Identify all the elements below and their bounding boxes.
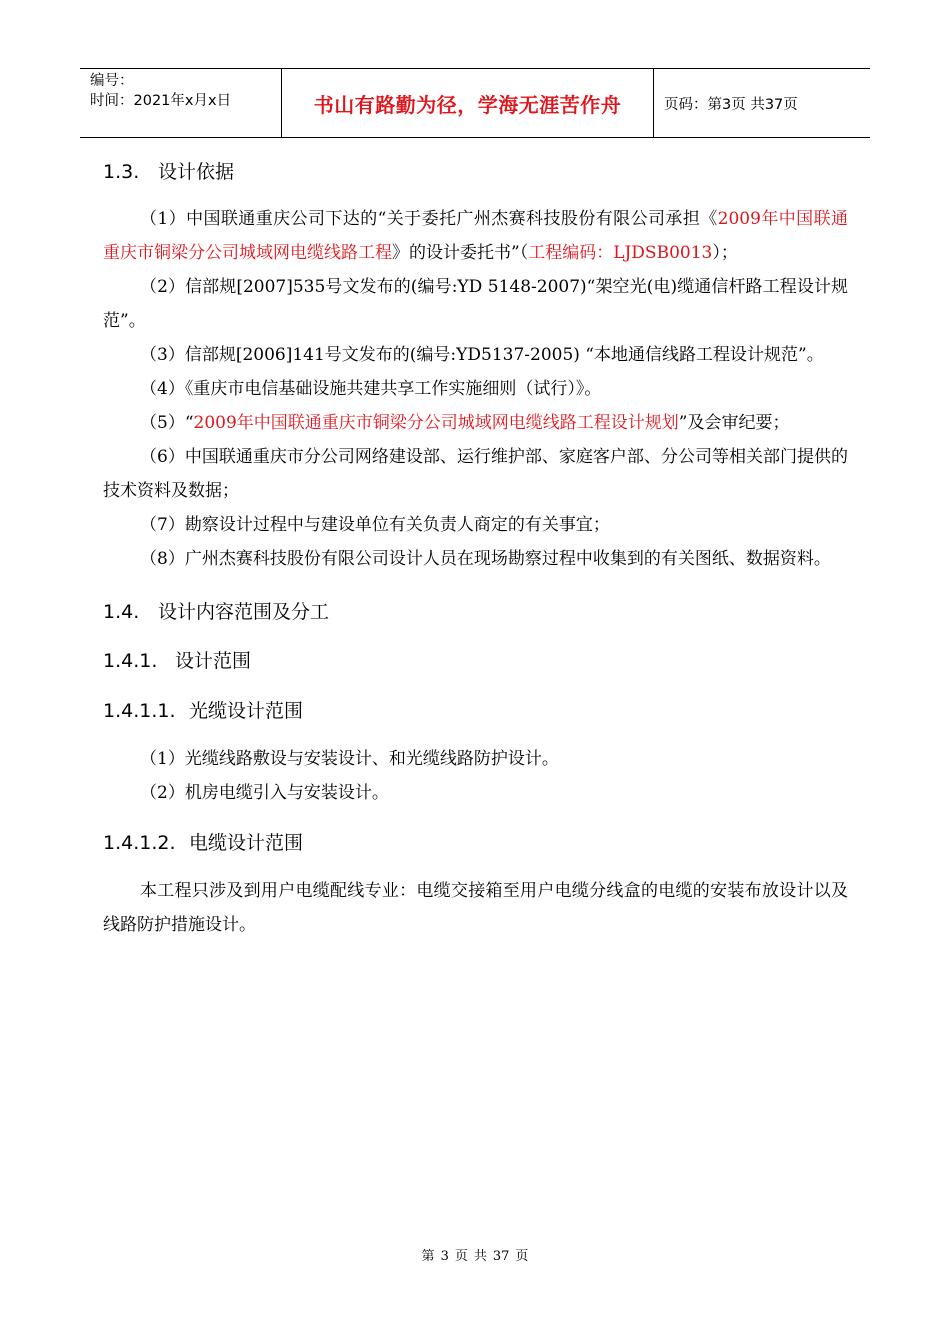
basis-item-3: （3）信部规[2006]141号文发布的(编号:YD5137-2005) “本地通信线路工程设计规范”。 <box>140 345 824 365</box>
cable-scope-body: 本工程只涉及到用户电缆配线专业：电缆交接箱至用户电缆分线盒的电缆的安装布放设计以及线路防护措施设计。 <box>103 881 848 935</box>
heading-1-4-1 <box>103 636 848 686</box>
basis-item-1-project-name: 2009年中国联通重庆市铜梁分公司城域网电缆线路工程 <box>103 209 848 263</box>
heading-1-4 <box>103 592 848 636</box>
header-number-label: 编号： <box>90 73 134 89</box>
basis-item-5-text-c: ”及会审纪要； <box>678 413 790 433</box>
header-motto: 书山有路勤为径，学海无涯苦作舟 <box>282 69 654 137</box>
basis-item-7: （7）勘察设计过程中与建设单位有关负责人商定的有关事宜； <box>140 515 610 535</box>
footer-total-pages: 37 <box>492 1249 510 1264</box>
basis-item-5-plan-name: 2009年中国联通重庆市铜梁分公司城域网电缆线路工程设计规划 <box>193 413 679 433</box>
heading-number: 1.4.1. <box>103 650 158 672</box>
basis-item-5 <box>103 406 848 440</box>
basis-item-1-text-a: （1）中国联通重庆公司下达的“关于委托广州杰赛科技股份有限公司承担《 <box>140 209 718 229</box>
basis-item-5-text-a: （5）“ <box>140 413 194 433</box>
fiber-scope-item-2: （2）机房电缆引入与安装设计。 <box>140 783 389 803</box>
footer-page-number: 3 <box>440 1249 449 1264</box>
heading-title: 设计内容范围及分工 <box>158 601 330 623</box>
basis-item-2: （2）信部规[2007]535号文发布的(编号:YD 5148-2007)“架空光(电)缆通信杆路工程设计规范”。 <box>103 277 848 331</box>
basis-item-1 <box>103 202 848 270</box>
footer-di: 第 <box>421 1249 435 1264</box>
fiber-scope-item-1: （1）光缆线路敷设与安装设计、和光缆线路防护设计。 <box>140 749 559 769</box>
heading-number: 1.4. <box>103 601 140 623</box>
basis-item-8: （8）广州杰赛科技股份有限公司设计人员在现场勘察过程中收集到的有关图纸、数据资料。 <box>140 549 831 569</box>
heading-title: 设计范围 <box>175 650 252 672</box>
document-body <box>103 152 848 942</box>
basis-item-6: （6）中国联通重庆市分公司网络建设部、运行维护部、家庭客户部、分公司等相关部门提供的技术资料及数据； <box>103 447 848 501</box>
heading-number: 1.4.1.2. <box>103 832 176 854</box>
heading-1-4-1-1 <box>103 686 848 736</box>
heading-title: 设计依据 <box>158 161 235 183</box>
heading-number: 1.3. <box>103 161 140 183</box>
footer-ye: 页 <box>454 1249 468 1264</box>
basis-item-1-text-e: ）； <box>712 243 738 263</box>
heading-number: 1.4.1.1. <box>103 700 176 722</box>
basis-item-4: （4）《重庆市电信基础设施共建共享工作实施细则（试行）》。 <box>140 379 602 399</box>
header-meta <box>80 69 282 137</box>
page-footer <box>0 1245 950 1264</box>
basis-item-1-project-code: 工程编码：LJDSB0013 <box>528 243 713 263</box>
header-page-info: 页码：第3页 共37页 <box>664 96 798 113</box>
footer-ye2: 页 <box>515 1249 529 1264</box>
basis-item-1-text-c: 》的设计委托书”（ <box>392 243 529 263</box>
footer-gong: 共 <box>473 1249 487 1264</box>
page-header <box>80 68 870 138</box>
heading-title: 光缆设计范围 <box>189 700 304 722</box>
heading-1-3 <box>103 152 848 196</box>
heading-title: 电缆设计范围 <box>189 832 304 854</box>
heading-1-4-1-2 <box>103 818 848 868</box>
header-time-label: 时间：2021年x月x日 <box>90 93 232 109</box>
